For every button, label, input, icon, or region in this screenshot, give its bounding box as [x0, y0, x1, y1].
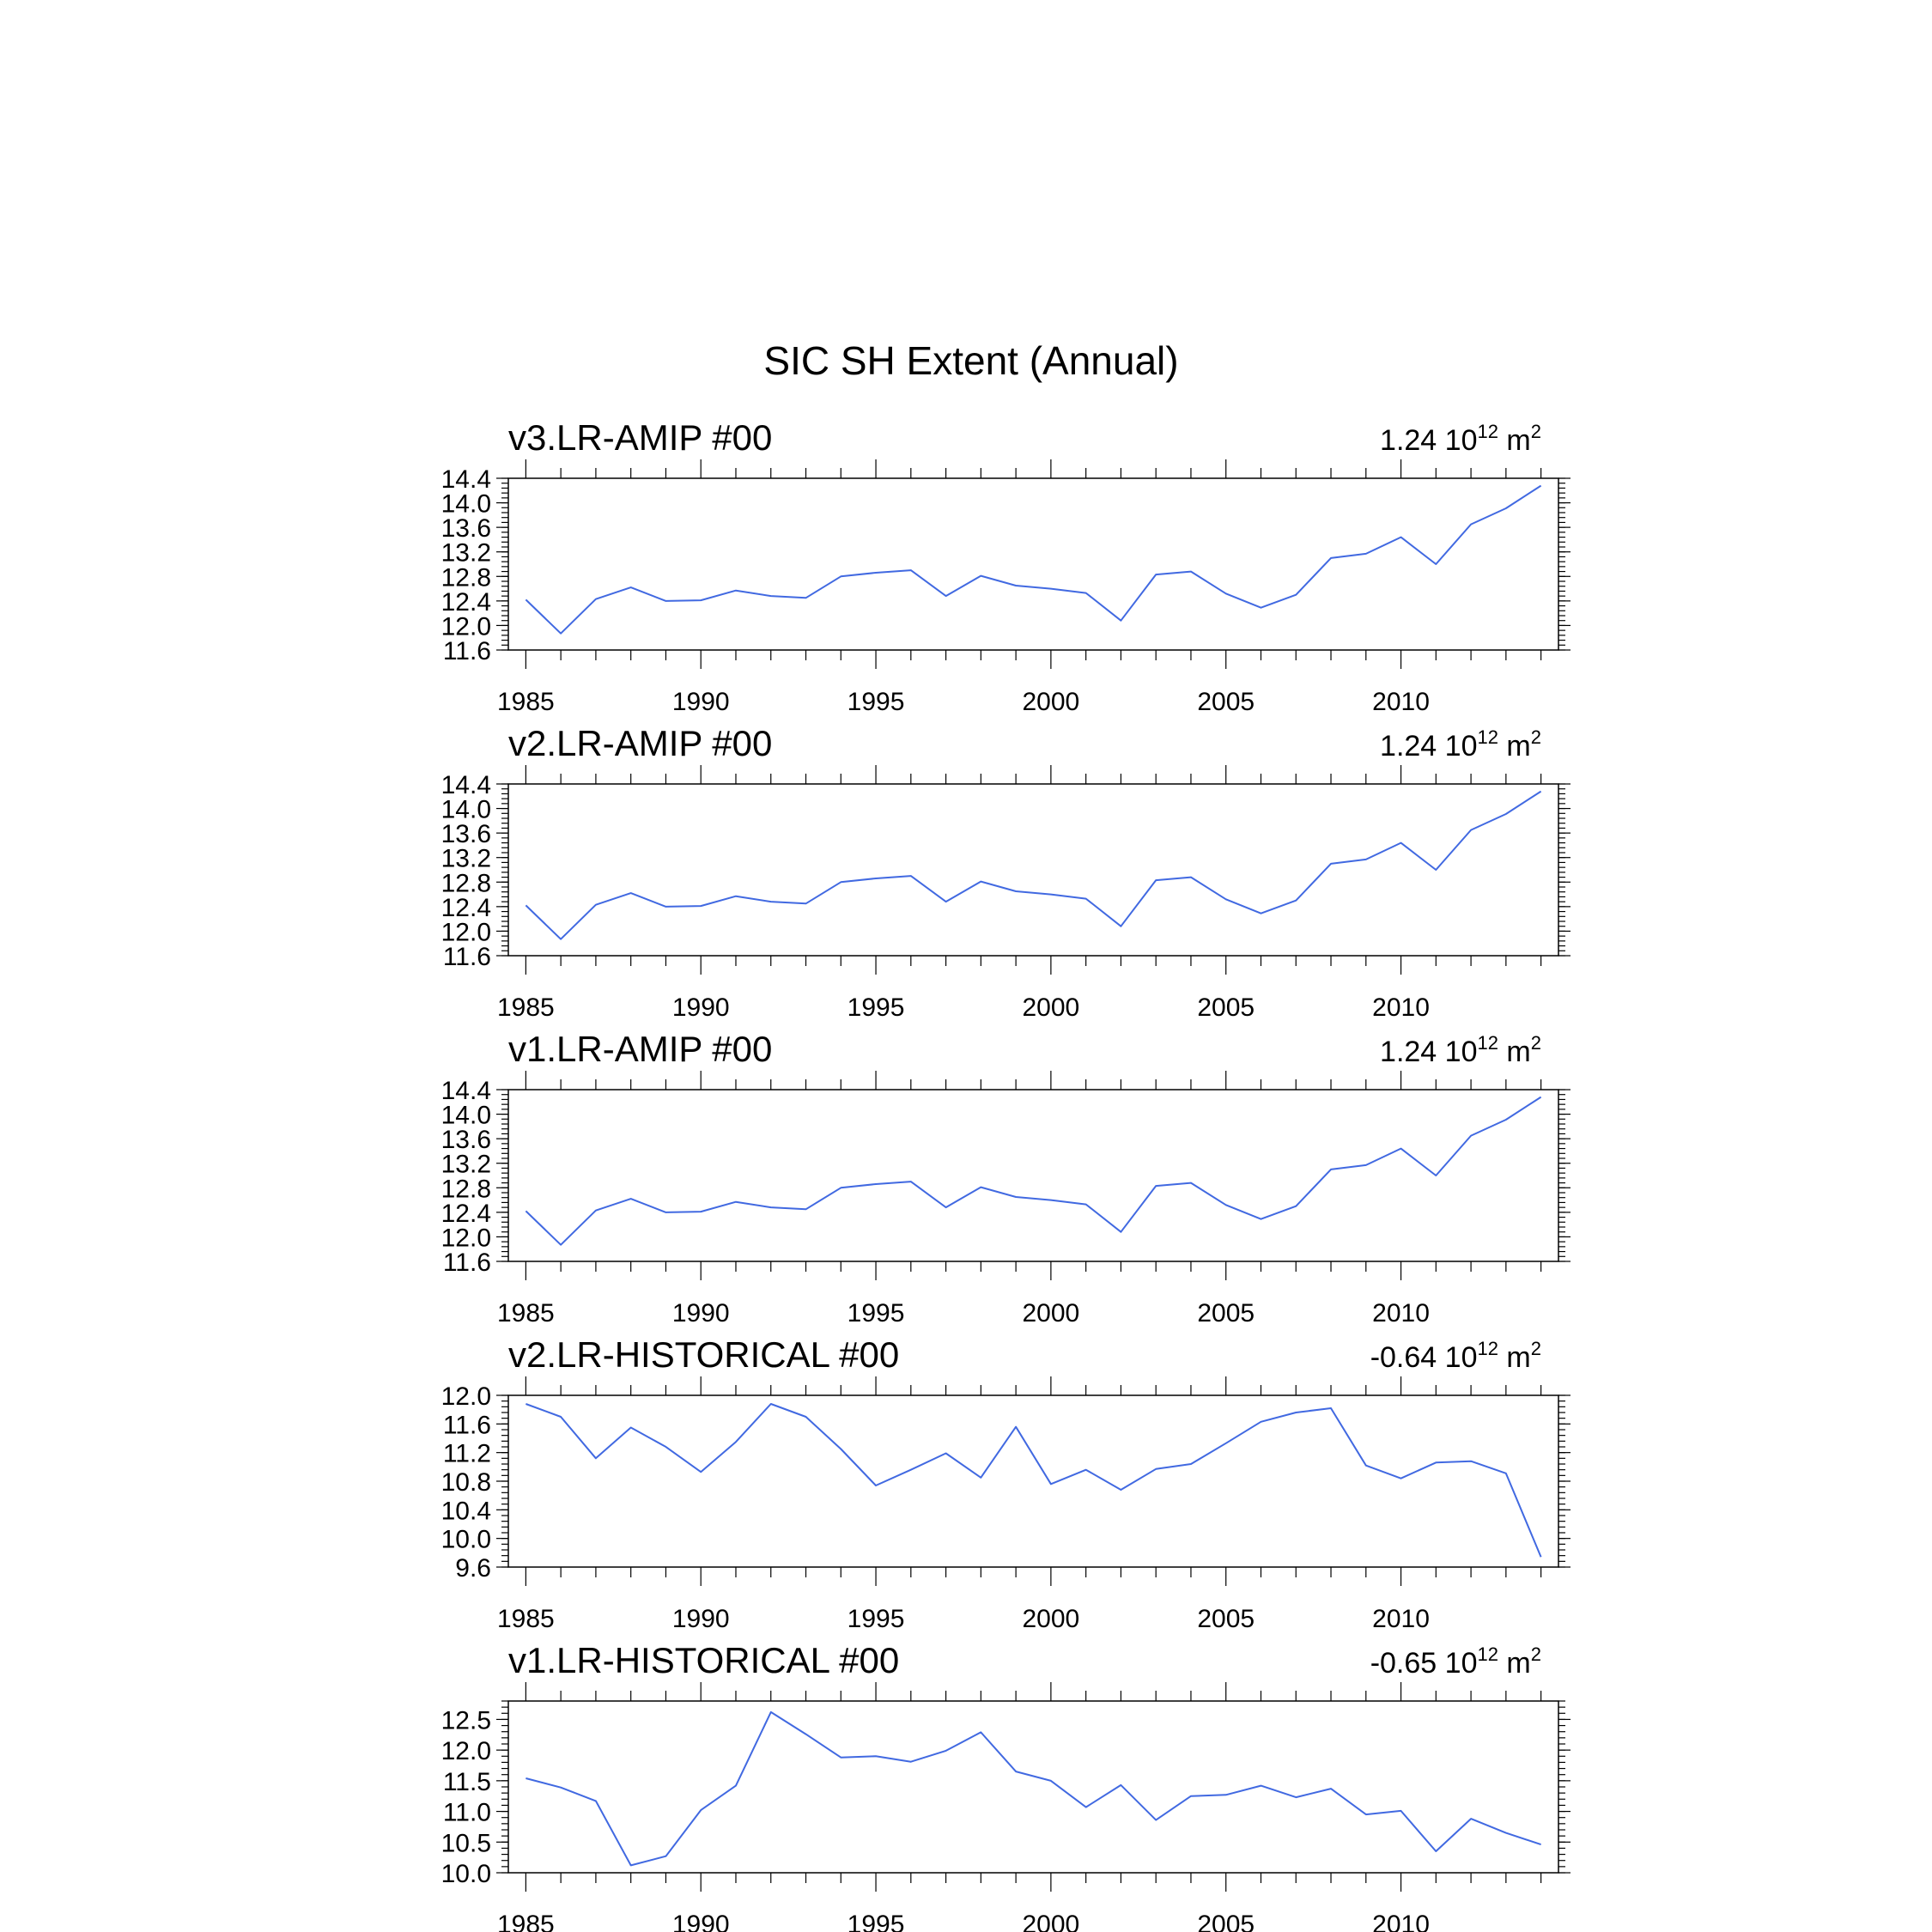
y-tick-label: 12.8: [440, 563, 491, 592]
trend-annotation: [1370, 1643, 1541, 1680]
y-tick-label: 11.6: [442, 1411, 491, 1440]
x-tick-label: 2005: [1197, 1299, 1255, 1327]
trend-unit-exponent: 2: [1530, 726, 1541, 748]
panel-title: v2.LR-HISTORICAL #00: [508, 1334, 900, 1375]
panel-title: v1.LR-HISTORICAL #00: [508, 1640, 900, 1680]
series-line: [526, 1404, 1540, 1557]
chart-title: SIC SH Extent (Annual): [763, 338, 1179, 383]
panel-title: v3.LR-AMIP #00: [508, 417, 773, 458]
panel-3: [441, 1334, 1571, 1633]
y-tick-label: 13.2: [440, 1150, 491, 1179]
y-tick-label: 11.5: [442, 1767, 491, 1796]
y-tick-label: 14.0: [440, 489, 491, 519]
trend-exponent: 12: [1477, 1643, 1498, 1665]
y-tick-label: 11.2: [442, 1439, 491, 1468]
x-tick-label: 2005: [1197, 688, 1255, 716]
y-tick-label: 14.0: [440, 1101, 491, 1130]
trend-unit: m: [1498, 730, 1531, 762]
x-tick-label: 2000: [1022, 1605, 1080, 1633]
trend-unit: m: [1498, 1036, 1531, 1068]
trend-unit: m: [1498, 1647, 1531, 1680]
plot-frame: [508, 1395, 1558, 1567]
x-tick-label: 2005: [1197, 1605, 1255, 1633]
panels: [441, 417, 1571, 1932]
y-tick-label: 12.5: [440, 1706, 491, 1735]
x-tick-label: 2000: [1022, 993, 1080, 1022]
trend-unit-exponent: 2: [1530, 1032, 1541, 1054]
trend-base: 10: [1444, 730, 1478, 762]
y-tick-label: 13.6: [440, 514, 491, 544]
y-tick-label: 12.0: [440, 1382, 491, 1411]
x-tick-label: 2010: [1372, 1299, 1430, 1327]
trend-unit: m: [1498, 1341, 1531, 1374]
y-tick-label: 12.4: [440, 893, 491, 922]
y-tick-label: 10.4: [440, 1497, 491, 1526]
y-tick-label: 12.0: [440, 1737, 491, 1766]
x-tick-label: 1985: [497, 688, 555, 716]
y-tick-label: 9.6: [455, 1554, 491, 1583]
x-tick-label: 1985: [497, 1605, 555, 1633]
y-tick-label: 12.0: [440, 918, 491, 947]
trend-exponent: 12: [1477, 421, 1498, 442]
x-tick-label: 2005: [1197, 1911, 1255, 1932]
x-tick-label: 1985: [497, 1299, 555, 1327]
y-tick-label: 12.4: [440, 587, 491, 617]
trend-exponent: 12: [1477, 1032, 1498, 1054]
y-tick-label: 13.6: [440, 1126, 491, 1155]
y-tick-label: 13.2: [440, 538, 491, 568]
trend-unit-exponent: 2: [1530, 1338, 1541, 1359]
panel-0: [441, 417, 1571, 716]
x-tick-label: 1995: [847, 1299, 905, 1327]
x-tick-label: 2000: [1022, 688, 1080, 716]
x-tick-label: 2010: [1372, 993, 1430, 1022]
y-tick-label: 14.0: [440, 795, 491, 824]
panel-1: [441, 723, 1571, 1022]
y-tick-label: 12.8: [440, 1175, 491, 1204]
plot-frame: [508, 1701, 1558, 1873]
x-tick-label: 2010: [1372, 1605, 1430, 1633]
panel-2: [441, 1029, 1571, 1327]
y-tick-label: 12.8: [440, 869, 491, 898]
y-tick-label: 10.0: [440, 1860, 491, 1888]
trend-exponent: 12: [1477, 726, 1498, 748]
x-tick-label: 1990: [671, 688, 730, 716]
y-tick-label: 12.4: [440, 1199, 491, 1228]
series-line: [526, 486, 1540, 634]
x-tick-label: 1990: [671, 1605, 730, 1633]
x-tick-label: 1995: [847, 993, 905, 1022]
trend-annotation: [1380, 1032, 1541, 1068]
x-tick-label: 2005: [1197, 993, 1255, 1022]
x-tick-label: 1985: [497, 993, 555, 1022]
y-tick-label: 12.0: [440, 1224, 491, 1253]
x-tick-label: 1990: [671, 1911, 730, 1932]
y-tick-label: 11.0: [442, 1798, 491, 1827]
y-tick-label: 11.6: [442, 637, 491, 665]
x-tick-label: 1995: [847, 1605, 905, 1633]
x-tick-label: 2010: [1372, 688, 1430, 716]
x-tick-label: 1990: [671, 1299, 730, 1327]
plot-frame: [508, 784, 1558, 956]
x-tick-label: 2000: [1022, 1911, 1080, 1932]
y-tick-label: 14.4: [440, 1077, 491, 1105]
y-tick-label: 14.4: [440, 465, 491, 494]
trend-annotation: [1370, 1338, 1541, 1374]
trend-value: -0.65: [1370, 1647, 1445, 1680]
y-tick-label: 12.0: [440, 612, 491, 641]
trend-base: 10: [1444, 424, 1478, 457]
x-tick-label: 1995: [847, 688, 905, 716]
panel-title: v1.LR-AMIP #00: [508, 1029, 773, 1069]
series-line: [526, 792, 1540, 939]
plot-frame: [508, 1090, 1558, 1261]
panel-title: v2.LR-AMIP #00: [508, 723, 773, 763]
trend-unit-exponent: 2: [1530, 421, 1541, 442]
y-tick-label: 10.0: [440, 1525, 491, 1554]
x-tick-label: 2010: [1372, 1911, 1430, 1932]
trend-unit: m: [1498, 424, 1531, 457]
trend-value: 1.24: [1380, 730, 1445, 762]
trend-base: 10: [1444, 1341, 1478, 1374]
plot-frame: [508, 478, 1558, 650]
x-tick-label: 1995: [847, 1911, 905, 1932]
y-tick-label: 14.4: [440, 771, 491, 799]
trend-base: 10: [1444, 1036, 1478, 1068]
y-tick-label: 13.2: [440, 844, 491, 873]
trend-base: 10: [1444, 1647, 1478, 1680]
trend-exponent: 12: [1477, 1338, 1498, 1359]
trend-unit-exponent: 2: [1530, 1643, 1541, 1665]
x-tick-label: 1985: [497, 1911, 555, 1932]
x-tick-label: 2000: [1022, 1299, 1080, 1327]
x-tick-label: 1990: [671, 993, 730, 1022]
series-line: [526, 1712, 1540, 1865]
trend-value: 1.24: [1380, 424, 1445, 457]
trend-annotation: [1380, 421, 1541, 457]
trend-value: 1.24: [1380, 1036, 1445, 1068]
y-tick-label: 11.6: [442, 1249, 491, 1277]
y-tick-label: 10.5: [440, 1829, 491, 1858]
y-tick-label: 11.6: [442, 943, 491, 971]
y-tick-label: 10.8: [440, 1468, 491, 1497]
trend-annotation: [1380, 726, 1541, 762]
series-line: [526, 1097, 1540, 1245]
y-tick-label: 13.6: [440, 820, 491, 849]
trend-value: -0.64: [1370, 1341, 1445, 1374]
panel-4: [441, 1640, 1571, 1932]
